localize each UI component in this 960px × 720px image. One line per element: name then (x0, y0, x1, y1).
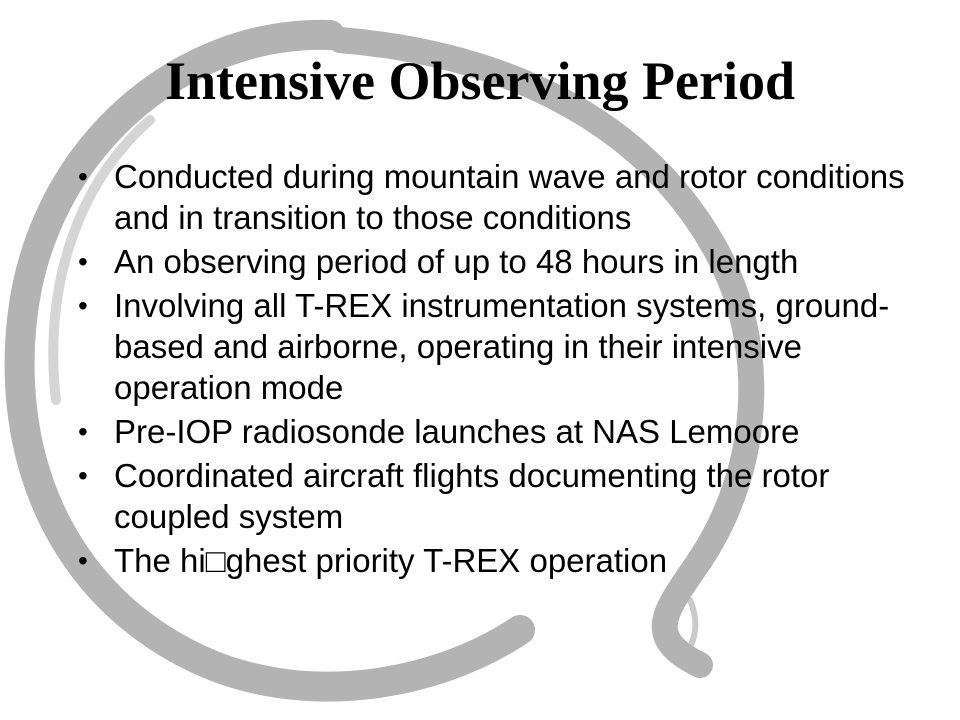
bullet-icon: • (78, 460, 88, 491)
bullet-icon: • (78, 416, 88, 447)
bullet-icon: • (78, 246, 88, 277)
list-item (66, 156, 926, 238)
list-item-text: Coordinated aircraft flights documenting the rotor coupled system (114, 457, 830, 535)
list-item (66, 540, 926, 581)
list-item-text: Involving all T-REX instrumentation systems, ground-based and airborne, operating in their intensive operation mode (114, 287, 890, 406)
list-item (66, 455, 926, 537)
slide-title: Intensive Observing Period (165, 51, 795, 111)
list-item (66, 241, 926, 282)
list-item (66, 411, 926, 452)
bullet-icon: • (78, 161, 88, 192)
list-item-text: An observing period of up to 48 hours in length (114, 243, 799, 280)
bullet-icon: • (78, 545, 88, 576)
list-item-text: Conducted during mountain wave and rotor conditions and in transition to those conditions (114, 158, 905, 236)
list-item-text: Pre-IOP radiosonde launches at NAS Lemoore (114, 413, 800, 450)
bullet-icon: • (78, 290, 88, 321)
bullet-list (66, 156, 926, 584)
list-item-text: The hi□ghest priority T-REX operation (114, 542, 668, 579)
list-item (66, 285, 926, 408)
